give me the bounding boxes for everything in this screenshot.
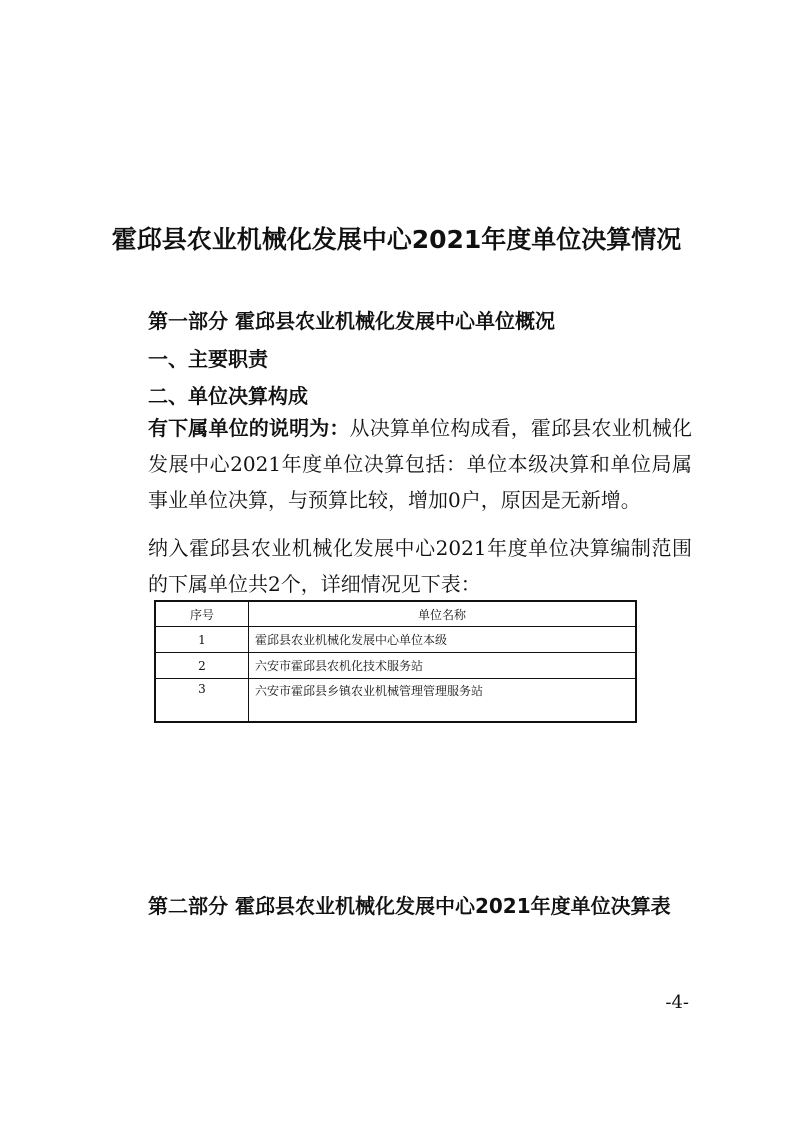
column-header-name: 单位名称 — [249, 601, 637, 627]
row-unit-name: 六安市霍邱县乡镇农业机械管理管理服务站 — [249, 679, 637, 723]
row-unit-name: 六安市霍邱县农机化技术服务站 — [249, 653, 637, 679]
table-row — [155, 679, 636, 723]
paragraph-text: 从决算单位构成看，霍邱县农业机械化发展中心2021年度单位决算包括：单位本级决算和单位局属事业单位决算，与预算比较，增加0户，原因是无新增。 — [148, 416, 693, 512]
page-title: 霍邱县农业机械化发展中心2021年度单位决算情况 — [111, 225, 682, 254]
subunits-paragraph — [108, 530, 692, 602]
page-number: -4- — [665, 992, 689, 1013]
row-unit-name: 霍邱县农业机械化发展中心单位本级 — [249, 627, 637, 653]
row-number: 2 — [155, 653, 249, 679]
table-row — [155, 653, 636, 679]
row-number: 1 — [155, 627, 249, 653]
section-budget-composition: 二、单位决算构成 — [148, 384, 308, 408]
table-row — [155, 627, 636, 653]
table-header-row — [155, 601, 636, 627]
subunits-table — [154, 600, 637, 723]
row-number: 3 — [155, 679, 249, 723]
part-one-heading: 第一部分 霍邱县农业机械化发展中心单位概况 — [148, 309, 555, 333]
column-header-no: 序号 — [155, 601, 249, 627]
section-main-duties: 一、主要职责 — [148, 347, 268, 371]
subunits-text: 纳入霍邱县农业机械化发展中心2021年度单位决算编制范围的下属单位共2个，详细情况见下表： — [148, 536, 692, 596]
paragraph-lead: 有下属单位的说明为： — [148, 416, 350, 440]
composition-paragraph — [108, 410, 692, 518]
part-two-heading: 第二部分 霍邱县农业机械化发展中心2021年度单位决算表 — [148, 894, 671, 918]
